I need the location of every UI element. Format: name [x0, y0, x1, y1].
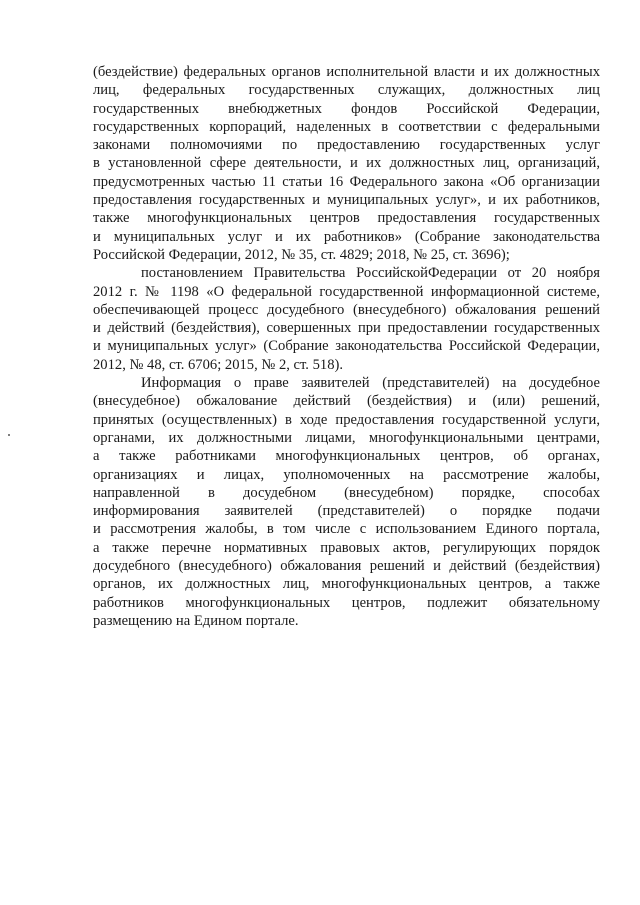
text-line: организациях и лицах, уполномоченных на рассмотрение жалобы, — [93, 466, 600, 483]
text-line: размещению на Едином портале. — [93, 612, 299, 629]
text-line: и рассмотрения жалобы, в том числе с использованием Единого портала, — [93, 521, 600, 538]
text-line: лиц, федеральных государственных служащих, должностных лиц — [93, 82, 600, 99]
text-line: информирования заявителей (представителей) о порядке подачи — [93, 503, 600, 520]
text-line: и муниципальных услуг» (Собрание законодательства Российской Федерации, — [93, 338, 600, 355]
text-line: 2012 г. № 1198 «О федеральной государственной информационной системе, — [93, 283, 600, 300]
text-line: направленной в досудебном (внесудебном) порядке, способах — [93, 484, 600, 501]
text-line: постановлением Правительства РоссийскойФедерации от 20 ноября — [141, 265, 600, 282]
text-line: предусмотренных частью 11 статьи 16 Федерального закона «Об организации — [93, 173, 600, 190]
text-line: государственных корпораций, наделенных в соответствии с федеральными — [93, 118, 600, 135]
text-line: (внесудебное) обжалование действий (бездействия) и (или) решений, — [93, 393, 600, 410]
text-line: 2012, № 48, ст. 6706; 2015, № 2, ст. 518). — [93, 356, 343, 373]
text-line: а также работниками многофункциональных центров, об органах, — [93, 448, 600, 465]
text-line: Информация о праве заявителей (представителей) на досудебное — [141, 375, 600, 392]
text-line: а также перечне нормативных правовых актов, регулирующих порядок — [93, 539, 600, 556]
text-line: досудебного (внесудебного) обжалования решений и действий (бездействия) — [93, 558, 600, 575]
text-line: работников многофункциональных центров, подлежит обязательному — [93, 594, 600, 611]
text-line: предоставления государственных и муниципальных услуг», и их работников, — [93, 192, 600, 209]
text-line: обеспечивающей процесс досудебного (внесудебного) обжалования решений — [93, 301, 600, 318]
text-line: органами, их должностными лицами, многофункциональными центрами, — [93, 429, 600, 446]
text-line: также многофункциональных центров предоставления государственных — [93, 210, 600, 227]
text-line: принятых (осуществленных) в ходе предоставления государственной услуги, — [93, 411, 600, 428]
body-text — [93, 63, 600, 630]
text-line: в установленной сфере деятельности, и их должностных лиц, организаций, — [93, 155, 600, 172]
text-line: законами полномочиями по предоставлению государственных услуг — [93, 137, 600, 154]
text-line: (бездействие) федеральных органов исполнительной власти и их должностных — [93, 64, 600, 80]
text-line: органов, их должностных лиц, многофункциональных центров, а также — [93, 576, 600, 593]
text-line: и действий (бездействия), совершенных при предоставлении государственных — [93, 320, 600, 337]
scan-speck — [8, 434, 10, 436]
text-line: и муниципальных услуг и их работников» (Собрание законодательства — [93, 228, 600, 245]
text-line: государственных внебюджетных фондов Российской Федерации, — [93, 100, 600, 117]
text-line: Российской Федерации, 2012, № 35, ст. 4829; 2018, № 25, ст. 3696); — [93, 246, 510, 263]
